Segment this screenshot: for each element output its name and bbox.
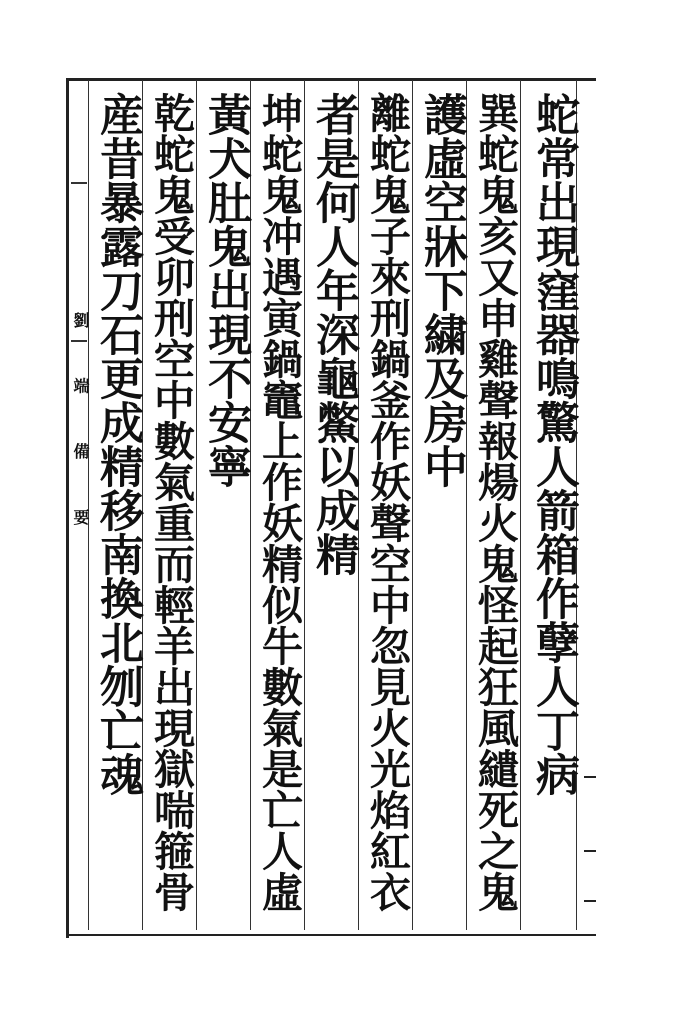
text-column-2: 巽蛇鬼亥又申雞聲報煬火鬼怪起狂風繾死之鬼 bbox=[471, 92, 519, 912]
text-column-4: 離蛇鬼子來刑鍋釜作妖聲空中忽見火光焰紅衣 bbox=[363, 92, 411, 912]
frame-left-border bbox=[66, 78, 69, 938]
text-column-5: 者是何人年深龜鱉以成精 bbox=[308, 92, 359, 576]
text-column-8: 乾蛇鬼受卯刑空中數氣重而輕羊出現獄喘箍骨 bbox=[147, 92, 195, 912]
column-rule bbox=[520, 80, 521, 930]
text-column-9: 産昔暴露刀石更成精移南換北刎亡魂 bbox=[92, 92, 143, 796]
frame-top-border bbox=[66, 78, 596, 81]
margin-title: 劉 端 備 要 bbox=[71, 312, 90, 547]
margin-mark bbox=[584, 900, 596, 902]
column-rule bbox=[412, 80, 413, 930]
right-margin bbox=[580, 80, 600, 930]
margin-mark bbox=[584, 850, 596, 852]
text-column-6: 坤蛇鬼冲遇寅鍋竈上作妖精似牛數氣是亡人虛 bbox=[255, 92, 303, 912]
text-column-7: 黃犬肚鬼出現不安寧 bbox=[200, 92, 251, 488]
column-rule bbox=[196, 80, 197, 930]
text-column-1: 蛇常出現窪器鳴驚人箭箱作孽人丁病 bbox=[528, 92, 579, 796]
text-column-3: 護虛空牀下繍及房中 bbox=[416, 92, 467, 488]
margin-mark bbox=[584, 776, 596, 778]
column-rule bbox=[304, 80, 305, 930]
frame-bottom-border bbox=[66, 934, 596, 936]
margin-fish-tail bbox=[71, 182, 87, 184]
